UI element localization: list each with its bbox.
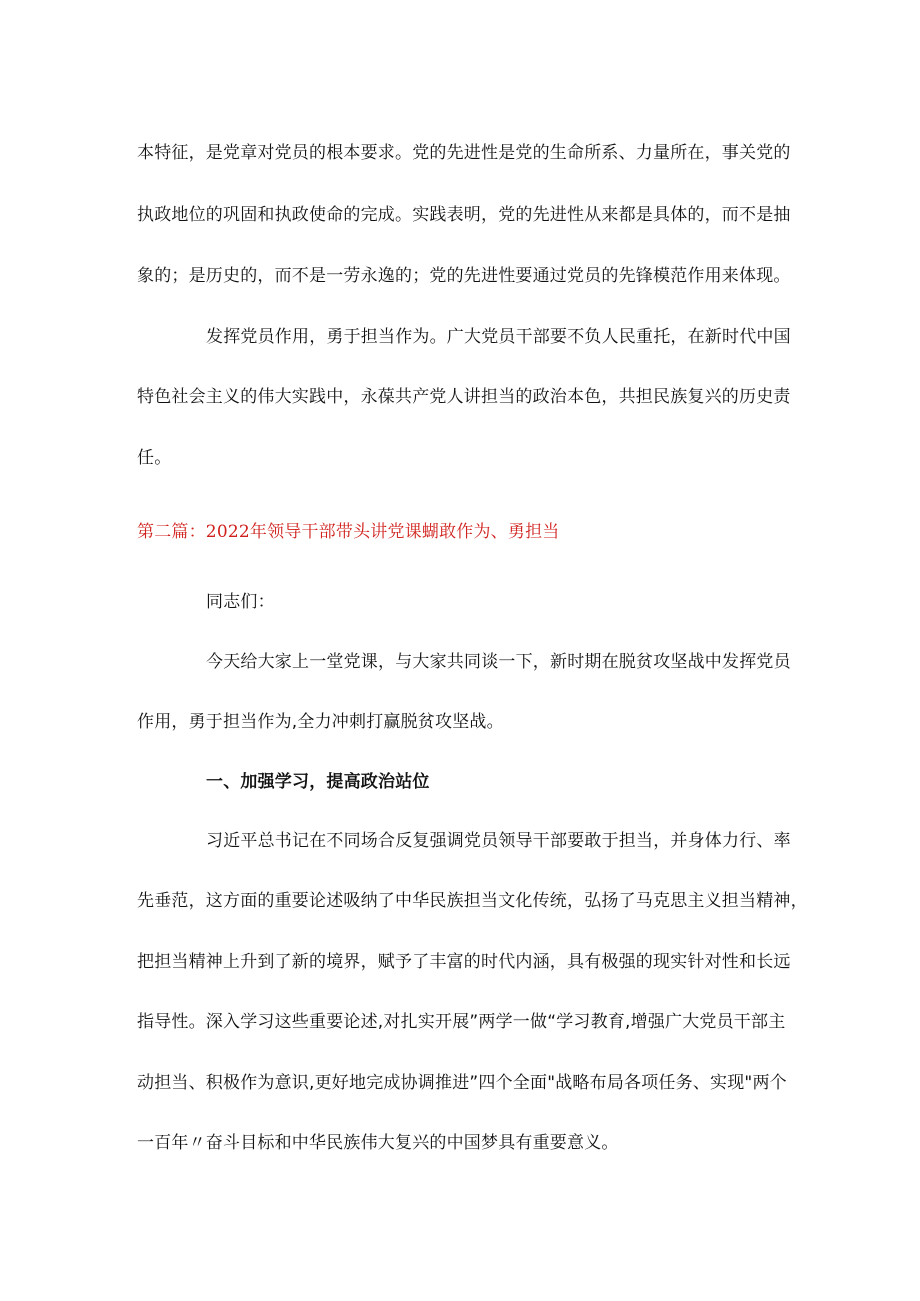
paragraph-4-line-5: 动担当、积极作为意识,更好地完成协调推进”四个全面"战略布局各项任务、实现"两个: [137, 1073, 787, 1093]
greeting: 同志们：: [206, 592, 275, 612]
paragraph-4-line-1: 习近平总书记在不同场合反复强调党员领导干部要敢于担当，并身体力行、率: [206, 831, 791, 851]
paragraph-4-line-3: 把担当精神上升到了新的境界，赋予了丰富的时代内涵，具有极强的现实针对性和长远: [137, 952, 791, 972]
section-title: 第二篇：2022年领导干部带头讲党课蝴敢作为、勇担当: [137, 522, 560, 542]
paragraph-2-line-2: 特色社会主义的伟大实践中，永葆共产党人讲担当的政治本色，共担民族复兴的历史责: [137, 387, 791, 407]
paragraph-1-line-2: 执政地位的巩固和执政使命的完成。实践表明，党的先进性从来都是具体的，而不是抽: [137, 205, 791, 225]
paragraph-3-line-2: 作用，勇于担当作为,全力冲刺打赢脱贫攻坚战。: [137, 712, 504, 732]
subheading: 一、加强学习，提高政治站位: [206, 772, 430, 792]
paragraph-1-line-1: 本特征，是党章对党员的根本要求。党的先进性是党的生命所系、力量所在，事关党的: [137, 143, 791, 163]
paragraph-4-line-4: 指导性。深入学习这些重要论述,对扎实开展”两学一做“学习教育,增强广大党员干部主: [137, 1012, 786, 1032]
paragraph-4-line-2: 先垂范，这方面的重要论述吸纳了中华民族担当文化传统，弘扬了马克思主义担当精神，: [137, 891, 808, 911]
paragraph-2-line-3: 任。: [137, 448, 172, 468]
paragraph-1-line-3: 象的；是历史的，而不是一劳永逸的；党的先进性要通过党员的先锋模范作用来体现。: [137, 266, 791, 286]
paragraph-3-line-1: 今天给大家上一堂党课，与大家共同谈一下，新时期在脱贫攻坚战中发挥党员: [206, 652, 791, 672]
paragraph-2-line-1: 发挥党员作用，勇于担当作为。广大党员干部要不负人民重托，在新时代中国: [206, 327, 791, 347]
paragraph-4-line-6: 一百年〃奋斗目标和中华民族伟大复兴的中国梦具有重要意义。: [137, 1133, 619, 1153]
